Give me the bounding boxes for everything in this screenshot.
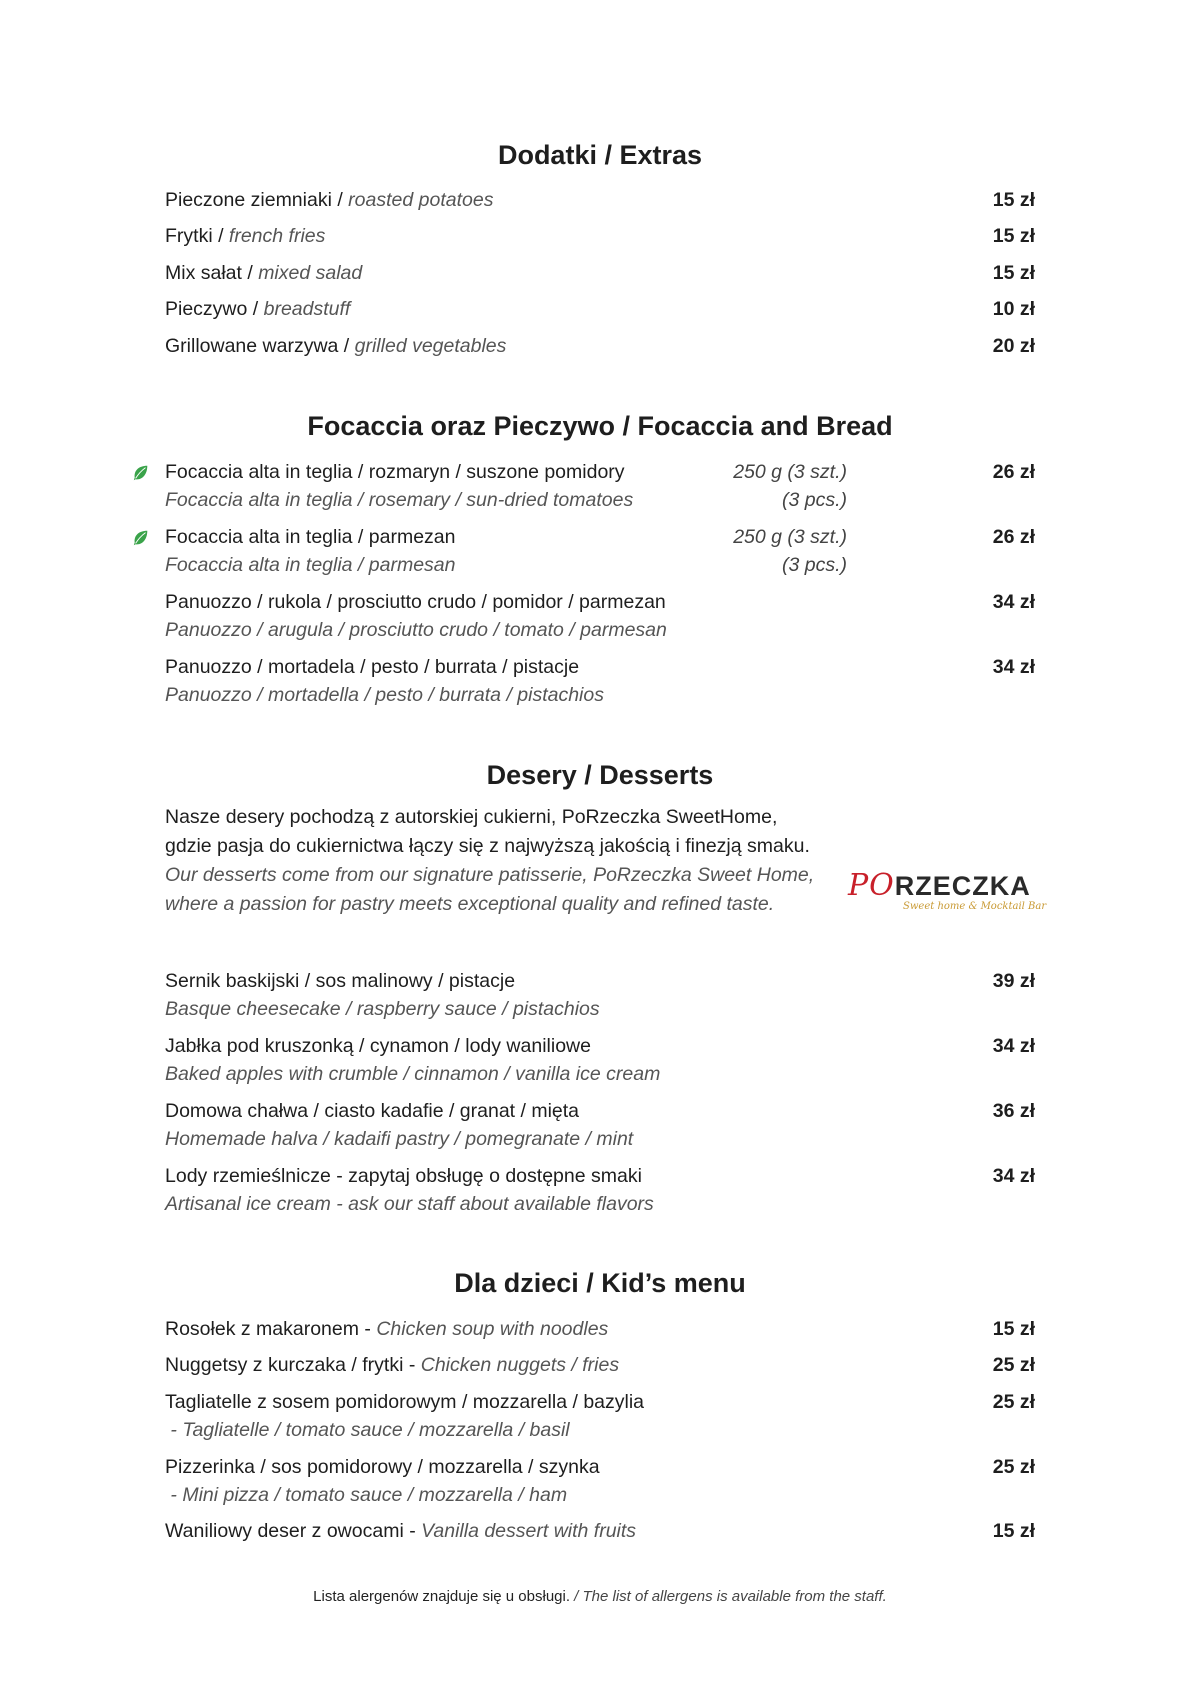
item-price: 15 zł <box>992 1318 1035 1340</box>
item-price: 15 zł <box>992 225 1035 247</box>
intro-line-en: Our desserts come from our signature patisserie, PoRzeczka Sweet Home, <box>165 864 815 886</box>
item-name-en: Panuozzo / mortadella / pesto / burrata / pistachios <box>165 684 604 706</box>
menu-item <box>165 1315 1035 1343</box>
item-name-pl: Nuggetsy z kurczaka / frytki - <box>165 1354 421 1376</box>
menu-item <box>165 1097 1035 1153</box>
item-name-pl: Frytki / <box>165 225 229 247</box>
menu-item <box>165 967 1035 1023</box>
menu-item <box>165 1351 1035 1379</box>
item-name-en: Artisanal ice cream - ask our staff about available flavors <box>165 1193 654 1215</box>
menu-item <box>165 259 1035 287</box>
menu-item <box>165 1453 1035 1509</box>
item-name-en: french fries <box>228 225 326 247</box>
item-name-pl: Pieczone ziemniaki / <box>165 189 349 211</box>
item-name-pl: Panuozzo / mortadela / pesto / burrata / pistacje <box>165 656 580 678</box>
menu-item <box>165 295 1035 323</box>
menu-item <box>165 1032 1035 1088</box>
item-price: 26 zł <box>992 526 1035 548</box>
menu-item <box>165 1162 1035 1218</box>
item-name-en: breadstuff <box>263 298 351 320</box>
item-price: 20 zł <box>992 335 1035 357</box>
item-price: 25 zł <box>992 1456 1035 1478</box>
item-name-en: Chicken soup with noodles <box>376 1318 609 1340</box>
leaf-icon <box>132 464 150 482</box>
item-name-pl: Pieczywo / <box>165 298 264 320</box>
item-weight: 250 g (3 szt.) (3 pcs.) <box>733 461 847 511</box>
item-price: 39 zł <box>992 970 1035 992</box>
item-name-pl: Pizzerinka / sos pomidorowy / mozzarella / szynka <box>165 1456 600 1478</box>
item-name-en: Vanilla dessert with fruits <box>421 1520 637 1542</box>
item-name-en: Focaccia alta in teglia / parmesan <box>165 554 456 576</box>
intro-line-pl: Nasze desery pochodzą z autorskiej cukierni, PoRzeczka SweetHome, <box>165 806 778 828</box>
menu-item <box>165 588 1035 644</box>
item-name-pl: Tagliatelle z sosem pomidorowym / mozzarella / bazylia <box>165 1391 645 1413</box>
menu-item <box>165 222 1035 250</box>
desserts-intro <box>165 803 814 919</box>
item-name-pl: Jabłka pod kruszonką / cynamon / lody waniliowe <box>165 1035 591 1057</box>
allergens-note-pl: Lista alergenów znajduje się u obsługi. <box>313 1588 575 1605</box>
item-name-pl: Focaccia alta in teglia / parmezan <box>165 526 456 548</box>
menu-item <box>165 653 1035 709</box>
item-name-pl: Mix sałat / <box>165 262 259 284</box>
item-name-en: roasted potatoes <box>348 189 494 211</box>
item-name-en: - Mini pizza / tomato sauce / mozzarella / ham <box>165 1484 568 1506</box>
allergens-note-en: / The list of allergens is available from the staff. <box>574 1588 887 1605</box>
item-price: 26 zł <box>992 461 1035 483</box>
intro-line-pl: gdzie pasja do cukiernictwa łączy się z najwyższą jakością i finezją smaku. <box>165 835 810 857</box>
section-title-kids: Dla dzieci / Kid’s menu <box>454 1268 746 1298</box>
section-title-extras: Dodatki / Extras <box>497 140 703 170</box>
section-title-desserts: Desery / Desserts <box>486 760 714 790</box>
item-name-pl: Domowa chałwa / ciasto kadafie / granat / mięta <box>165 1100 580 1122</box>
section-title-focaccia: Focaccia oraz Pieczywo / Focaccia and Bread <box>307 411 893 441</box>
menu-item <box>165 186 1035 214</box>
item-name-pl: Waniliowy deser z owocami - <box>165 1520 422 1542</box>
menu-item <box>165 523 1035 579</box>
item-name-en: Focaccia alta in teglia / rosemary / sun-dried tomatoes <box>165 489 634 511</box>
item-name-en: grilled vegetables <box>354 335 507 357</box>
item-price: 34 zł <box>992 1165 1035 1187</box>
item-name-en: Chicken nuggets / fries <box>420 1354 620 1376</box>
leaf-icon <box>132 529 150 547</box>
item-name-pl: Lody rzemieślnicze - zapytaj obsługę o dostępne smaki <box>165 1165 642 1187</box>
item-price: 25 zł <box>992 1354 1035 1376</box>
item-name-en: mixed salad <box>258 262 363 284</box>
item-price: 10 zł <box>992 298 1035 320</box>
logo-rest: RZECZKA <box>894 871 1031 901</box>
item-name-en: Panuozzo / arugula / prosciutto crudo / tomato / parmesan <box>165 619 667 641</box>
logo-po: PO <box>848 868 895 903</box>
item-name-en: Baked apples with crumble / cinnamon / vanilla ice cream <box>165 1063 661 1085</box>
item-price: 15 zł <box>992 189 1035 211</box>
intro-line-en: where a passion for pastry meets exceptional quality and refined taste. <box>165 893 775 915</box>
item-name-pl: Focaccia alta in teglia / rozmaryn / suszone pomidory <box>165 461 625 483</box>
menu-item <box>165 1517 1035 1545</box>
item-name-en: Homemade halva / kadaifi pastry / pomegranate / mint <box>165 1128 634 1150</box>
logo-subtitle: Sweet home & Mocktail Bar <box>903 901 1047 912</box>
item-weight: 250 g (3 szt.) (3 pcs.) <box>733 526 847 576</box>
item-price: 34 zł <box>992 656 1035 678</box>
item-price: 15 zł <box>992 262 1035 284</box>
item-price: 36 zł <box>992 1100 1035 1122</box>
menu-item <box>165 332 1035 360</box>
item-name-pl: Panuozzo / rukola / prosciutto crudo / pomidor / parmezan <box>165 591 666 613</box>
menu-item <box>165 1388 1035 1444</box>
item-name-pl: Rosołek z makaronem - <box>165 1318 377 1340</box>
item-name-en: Basque cheesecake / raspberry sauce / pistachios <box>165 998 600 1020</box>
item-price: 15 zł <box>992 1520 1035 1542</box>
item-price: 34 zł <box>992 591 1035 613</box>
item-name-en: - Tagliatelle / tomato sauce / mozzarella / basil <box>165 1419 570 1441</box>
item-price: 34 zł <box>992 1035 1035 1057</box>
item-name-pl: Sernik baskijski / sos malinowy / pistacje <box>165 970 516 992</box>
item-name-pl: Grillowane warzywa / <box>165 335 355 357</box>
menu-item <box>165 458 1035 514</box>
item-price: 25 zł <box>992 1391 1035 1413</box>
allergens-note <box>0 1588 1200 1605</box>
porzeczka-logo <box>848 868 1047 918</box>
